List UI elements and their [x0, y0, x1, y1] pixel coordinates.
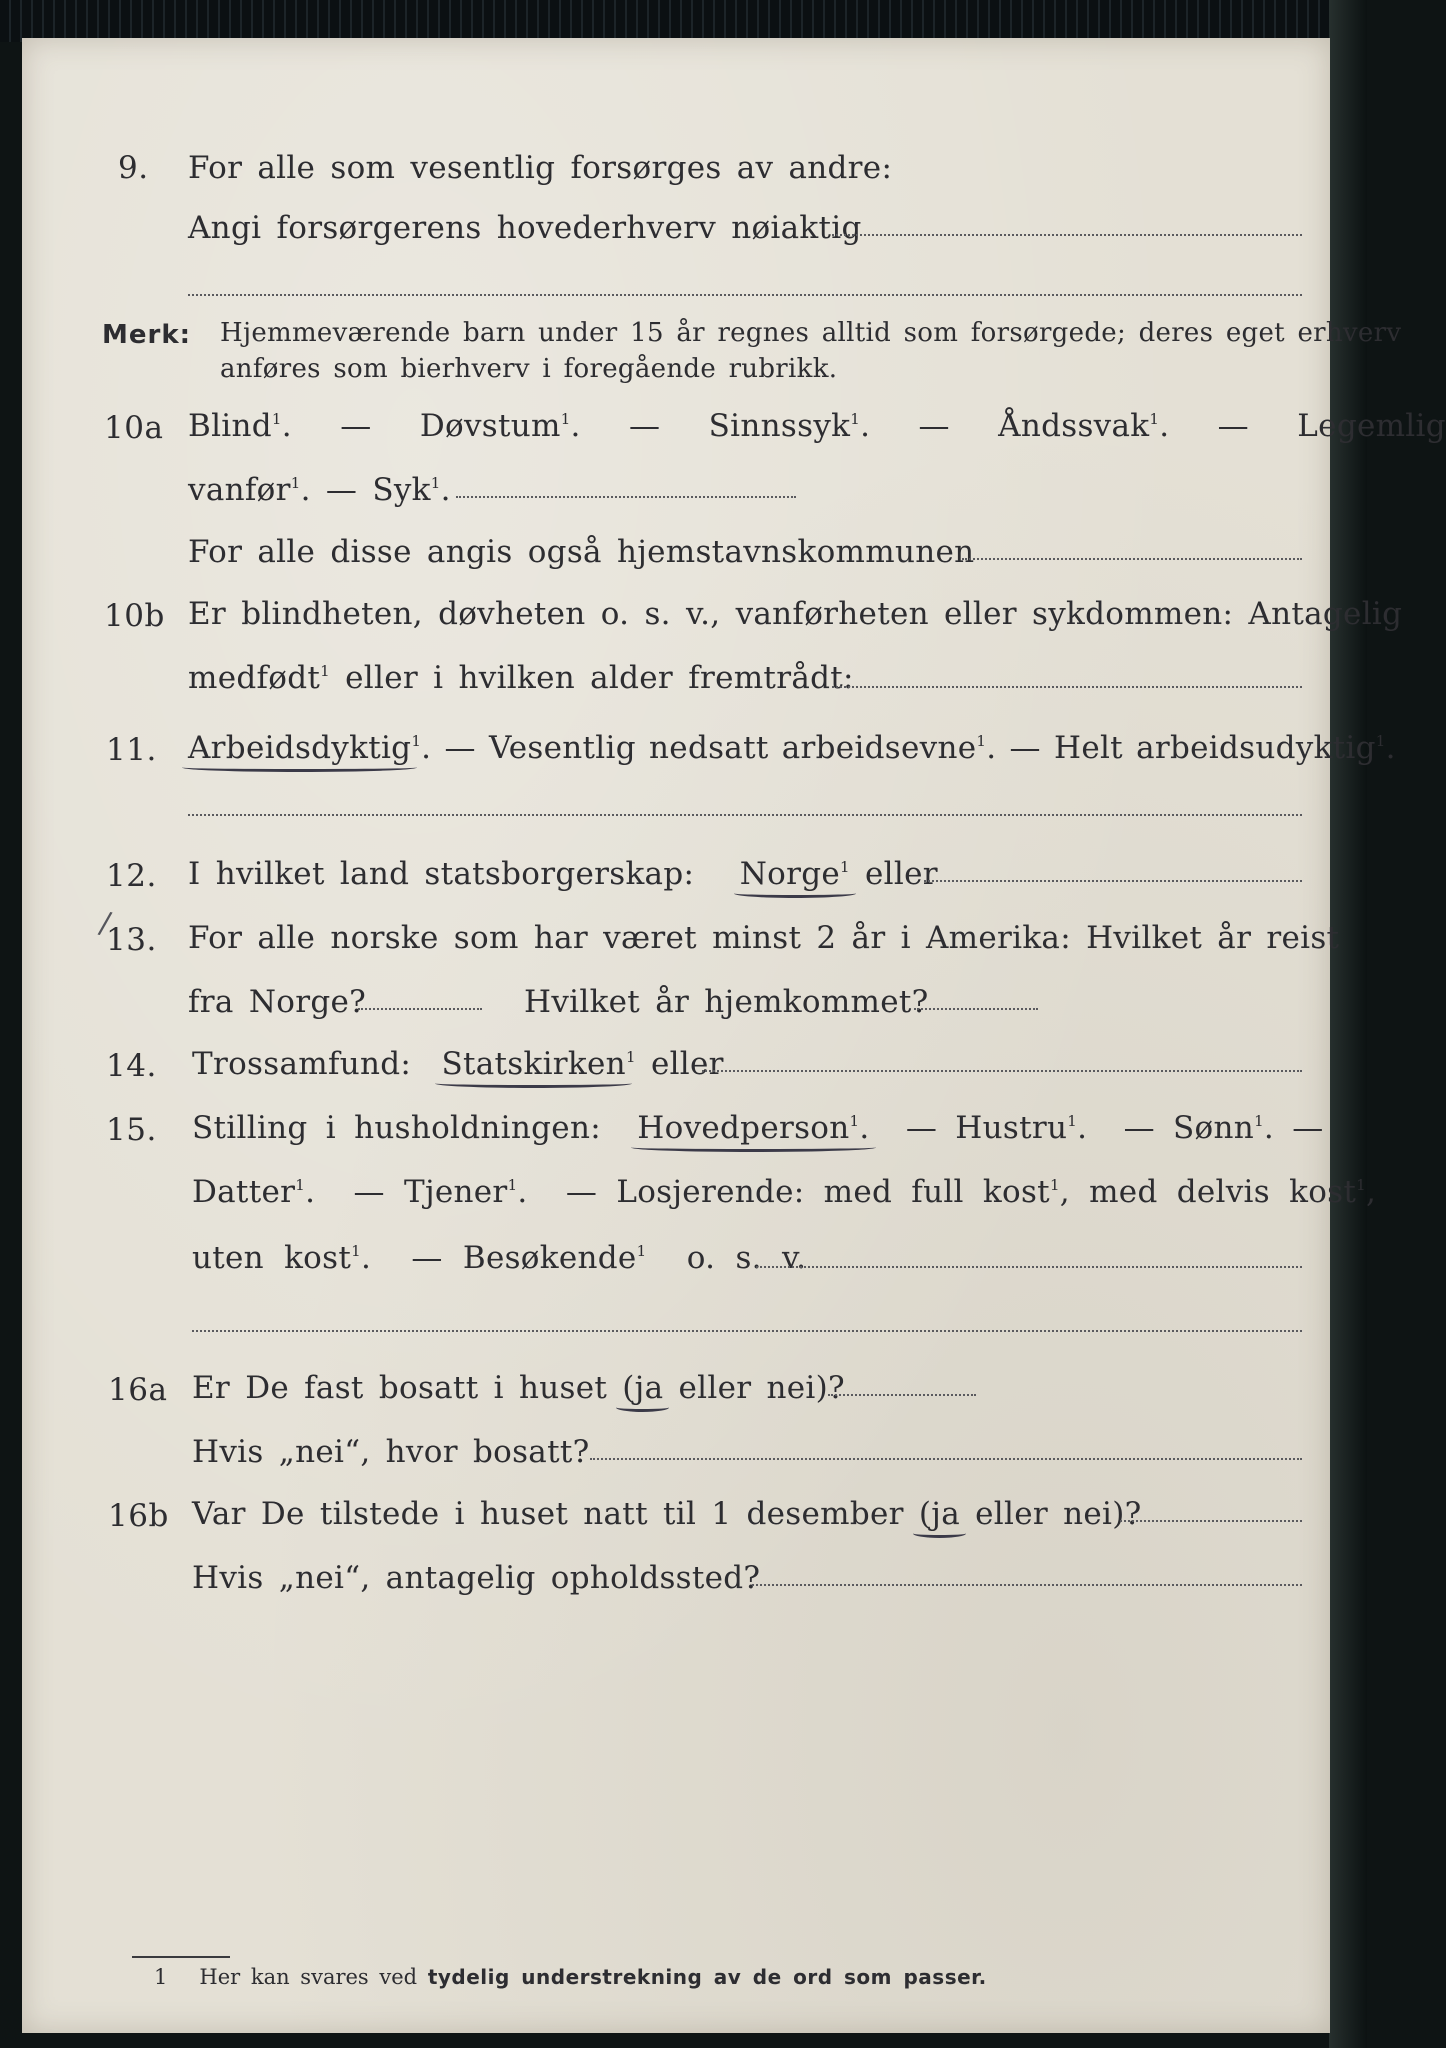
footnote-rule — [132, 1956, 230, 1958]
q16b-ja-underlined[interactable]: (ja — [919, 1496, 960, 1532]
q16b-line1: Var De tilstede i huset natt til 1 desember (ja eller nei)? — [192, 1496, 1142, 1532]
q12-number: 12. — [106, 858, 157, 894]
q16a-line1: Er De fast bosatt i huset (ja eller nei)? — [192, 1370, 845, 1406]
q16a-number: 16a — [108, 1372, 168, 1408]
q10b-line2: medfødt$^1$ eller i hvilken alder fremtrådt: — [188, 660, 854, 696]
q10a-dovstum: Døvstum — [419, 408, 561, 444]
merk-line1: Hjemmeværende barn under 15 år regnes alltid som forsørgede; deres eget erhverv — [220, 318, 1402, 348]
q10a-sinnssyk: Sinnssyk — [708, 408, 851, 444]
q16a-answer-field[interactable] — [828, 1394, 976, 1396]
q13-hjemkommet: Hvilket år hjemkommet? — [524, 984, 929, 1020]
q16b-opholdssted-field[interactable] — [752, 1584, 1302, 1586]
q10a-syk-field[interactable] — [456, 496, 796, 498]
scan-right-edge — [1329, 0, 1367, 2048]
q10b-line1: Er blindheten, døvheten o. s. v., vanførheten eller sykdommen: Antagelig — [188, 596, 1403, 632]
q15-number: 15. — [106, 1112, 157, 1148]
census-form-page — [22, 38, 1446, 2033]
q13-reist-field[interactable] — [358, 1008, 482, 1010]
handwritten-underline — [616, 1403, 669, 1412]
q9-line1: For alle som vesentlig forsørges av andre: — [188, 150, 893, 186]
q16a-bosatt-field[interactable] — [590, 1458, 1302, 1460]
q10a-andssvak: Åndssvak — [998, 408, 1150, 444]
q10b-number: 10b — [104, 598, 165, 634]
q9-answer-field[interactable] — [832, 234, 1302, 236]
q16a-ja-underlined[interactable]: (ja — [622, 1370, 663, 1406]
q15-answer-field-2[interactable] — [192, 1330, 1302, 1332]
q15-answer-field[interactable] — [756, 1266, 1302, 1268]
q10a-hjemstavn-field[interactable] — [962, 558, 1302, 560]
q10a-line3: For alle disse angis også hjemstavnskommunen — [188, 534, 975, 570]
scan-top-edge — [0, 0, 1367, 42]
footnote: 1 Her kan svares ved tydelig understrekning av de ord som passer. — [154, 1965, 987, 1989]
q16b-answer-field[interactable] — [1120, 1520, 1302, 1522]
q10b-answer-field[interactable] — [832, 686, 1302, 688]
q13-hjemkommet-field[interactable] — [914, 1008, 1038, 1010]
q11-number: 11. — [106, 732, 157, 768]
q10a-legemlig: Legemlig — [1297, 408, 1446, 444]
q12-line: I hvilket land statsborgerskap: Norge$^1$ eller — [188, 856, 938, 892]
q16b-line2: Hvis „nei“, antagelig opholdssted? — [192, 1560, 761, 1596]
q14-line: Trossamfund: Statskirken $^1$ eller — [192, 1046, 724, 1082]
pencil-tick-mark: / — [96, 905, 114, 942]
q15-line2: Datter$^1$. — Tjener$^1$. — Losjerende: med full kost$^1$, med delvis kost$^1$, — [192, 1174, 1377, 1210]
q10a-blind: Blind — [188, 408, 272, 444]
q14-number: 14. — [106, 1048, 157, 1084]
handwritten-underline — [435, 1079, 631, 1088]
q15-hovedperson-underlined[interactable]: Hovedperson$^1$. — [637, 1110, 869, 1146]
q10a-line1: Blind$^1$. — Døvstum$^1$. — Sinnssyk$^1$. — Åndssvak$^1$. — Legemlig — [188, 408, 1446, 444]
q13-line1: For alle norske som har været minst 2 år i Amerika: Hvilket år reist — [188, 920, 1340, 956]
q10a-line2: vanfør$^1$. — Syk$^1$. — [188, 472, 451, 508]
q12-answer-field[interactable] — [924, 880, 1302, 882]
q15-line1: Stilling i husholdningen: Hovedperson$^1$. — Hustru$^1$. — Sønn$^1$. — — [192, 1110, 1324, 1146]
q14-statskirken-underlined[interactable]: Statskirken — [441, 1046, 625, 1082]
q10a-number: 10a — [104, 410, 164, 446]
q11-answer-field[interactable] — [188, 814, 1302, 816]
q11-arbeidsdyktig-underlined[interactable]: Arbeidsdyktig — [188, 730, 411, 766]
q13-number: 13. — [106, 922, 157, 958]
q16a-line2: Hvis „nei“, hvor bosatt? — [192, 1434, 590, 1470]
q14-answer-field[interactable] — [702, 1070, 1302, 1072]
handwritten-underline — [734, 889, 856, 898]
q11-line: Arbeidsdyktig $^1$. — Vesentlig nedsatt arbeidsevne$^1$. — Helt arbeidsudyktig$^1$. — [188, 730, 1396, 766]
handwritten-underline — [631, 1143, 875, 1152]
q9-answer-field-2[interactable] — [188, 294, 1302, 296]
q16b-number: 16b — [108, 1498, 169, 1534]
merk-line2: anføres som bierhverv i foregående rubrikk. — [220, 354, 838, 384]
q13-fra-norge: fra Norge? — [188, 984, 367, 1020]
q12-norge-underlined[interactable]: Norge$^1$ — [740, 856, 850, 892]
q15-line3: uten kost$^1$. — Besøkende$^1$ o. s. v. — [192, 1240, 807, 1276]
q9-number: 9. — [118, 150, 149, 186]
merk-label: Merk: — [102, 320, 192, 350]
handwritten-underline — [182, 763, 417, 772]
handwritten-underline — [913, 1529, 966, 1538]
q9-line2: Angi forsørgerens hovederhverv nøiaktig — [188, 210, 862, 246]
